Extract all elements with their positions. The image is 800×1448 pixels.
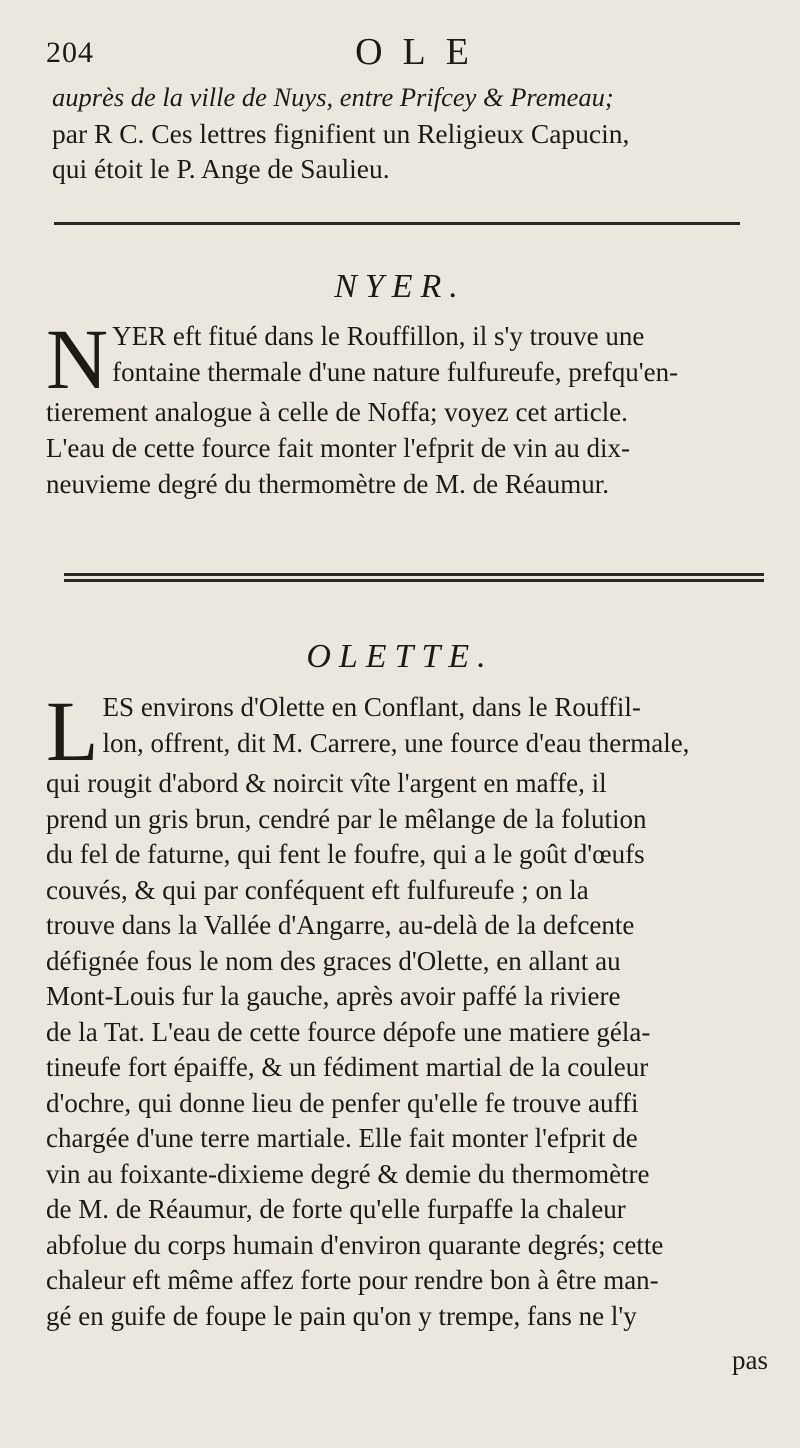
text-line: lon, offrent, dit M. Carrere, une fource d'eau thermale, bbox=[102, 727, 690, 758]
text-line: du fel de faturne, qui fent le foufre, qui a le goût d'œufs bbox=[46, 839, 645, 869]
article-nyer bbox=[46, 311, 774, 502]
text-line: auprès de la ville de Nuys, entre Prifcey & Premeau; bbox=[52, 82, 614, 112]
text-line: abfolue du corps humain d'environ quarante degrés; cette bbox=[46, 1229, 664, 1260]
page-header bbox=[46, 30, 776, 78]
text-line: gé en guife de foupe le pain qu'on y trempe, fans ne l'y bbox=[46, 1300, 637, 1331]
section-divider bbox=[64, 573, 764, 576]
article-olette bbox=[46, 683, 774, 1334]
text-line: tineufe fort épaiffe, & un fédiment martial de la couleur bbox=[46, 1052, 649, 1082]
text-line: défignée fous le nom des graces d'Olette, en allant au bbox=[46, 945, 621, 976]
text-line: de M. de Réaumur, de forte qu'elle furpaffe la chaleur bbox=[46, 1194, 626, 1224]
text-line: environs d'Olette en Conflant, dans le Rouffil- bbox=[134, 692, 641, 722]
catchword: pas bbox=[732, 1345, 768, 1375]
text-line: qui étoit le P. Ange de Saulieu. bbox=[52, 153, 390, 184]
drop-cap: L bbox=[46, 683, 99, 779]
section-title-olette: OLETTE. bbox=[306, 638, 494, 675]
section-divider bbox=[54, 222, 740, 225]
text-line: couvés, & qui par conféquent eft fulfureufe ; on la bbox=[46, 874, 589, 905]
text-line: prend un gris brun, cendré par le mêlange de la folution bbox=[46, 803, 647, 834]
text-line: d'ochre, qui donne lieu de penfer qu'elle fe trouve auffi bbox=[46, 1087, 639, 1118]
text-line: tierement analogue à celle de Noffa; voyez cet article. bbox=[46, 397, 628, 427]
text-line: fontaine thermale d'une nature fulfureufe, prefqu'en- bbox=[112, 357, 679, 387]
first-word: YER bbox=[112, 321, 167, 351]
text-line: eft fitué dans le Rouffillon, il s'y trouve une bbox=[166, 321, 645, 351]
text-line: par R C. Ces lettres fignifient un Religieux Capucin, bbox=[52, 117, 630, 149]
running-head: OLE bbox=[355, 31, 489, 73]
text-line: qui rougit d'abord & noircit vîte l'argent en maffe, il bbox=[46, 768, 607, 798]
text-line: chargée d'une terre martiale. Elle fait monter l'efprit de bbox=[46, 1123, 638, 1153]
text-line: vin au foixante-dixieme degré & demie du thermomètre bbox=[46, 1158, 650, 1189]
text-line: L'eau de cette fource fait monter l'efprit de vin au dix- bbox=[46, 433, 630, 463]
page-number: 204 bbox=[46, 36, 94, 69]
continued-text bbox=[52, 80, 768, 187]
first-word: ES bbox=[102, 692, 135, 722]
text-line: trouve dans la Vallée d'Angarre, au-delà de la defcente bbox=[46, 910, 635, 940]
section-title-nyer: NYER. bbox=[334, 268, 466, 305]
drop-cap: N bbox=[46, 311, 109, 407]
text-line: Mont-Louis fur la gauche, après avoir paffé la riviere bbox=[46, 981, 621, 1011]
text-line: chaleur eft même affez forte pour rendre bon à être man- bbox=[46, 1265, 659, 1295]
text-line: de la Tat. L'eau de cette fource dépofe une matiere géla- bbox=[46, 1016, 651, 1047]
text-line: neuvieme degré du thermomètre de M. de Réaumur. bbox=[46, 469, 610, 499]
